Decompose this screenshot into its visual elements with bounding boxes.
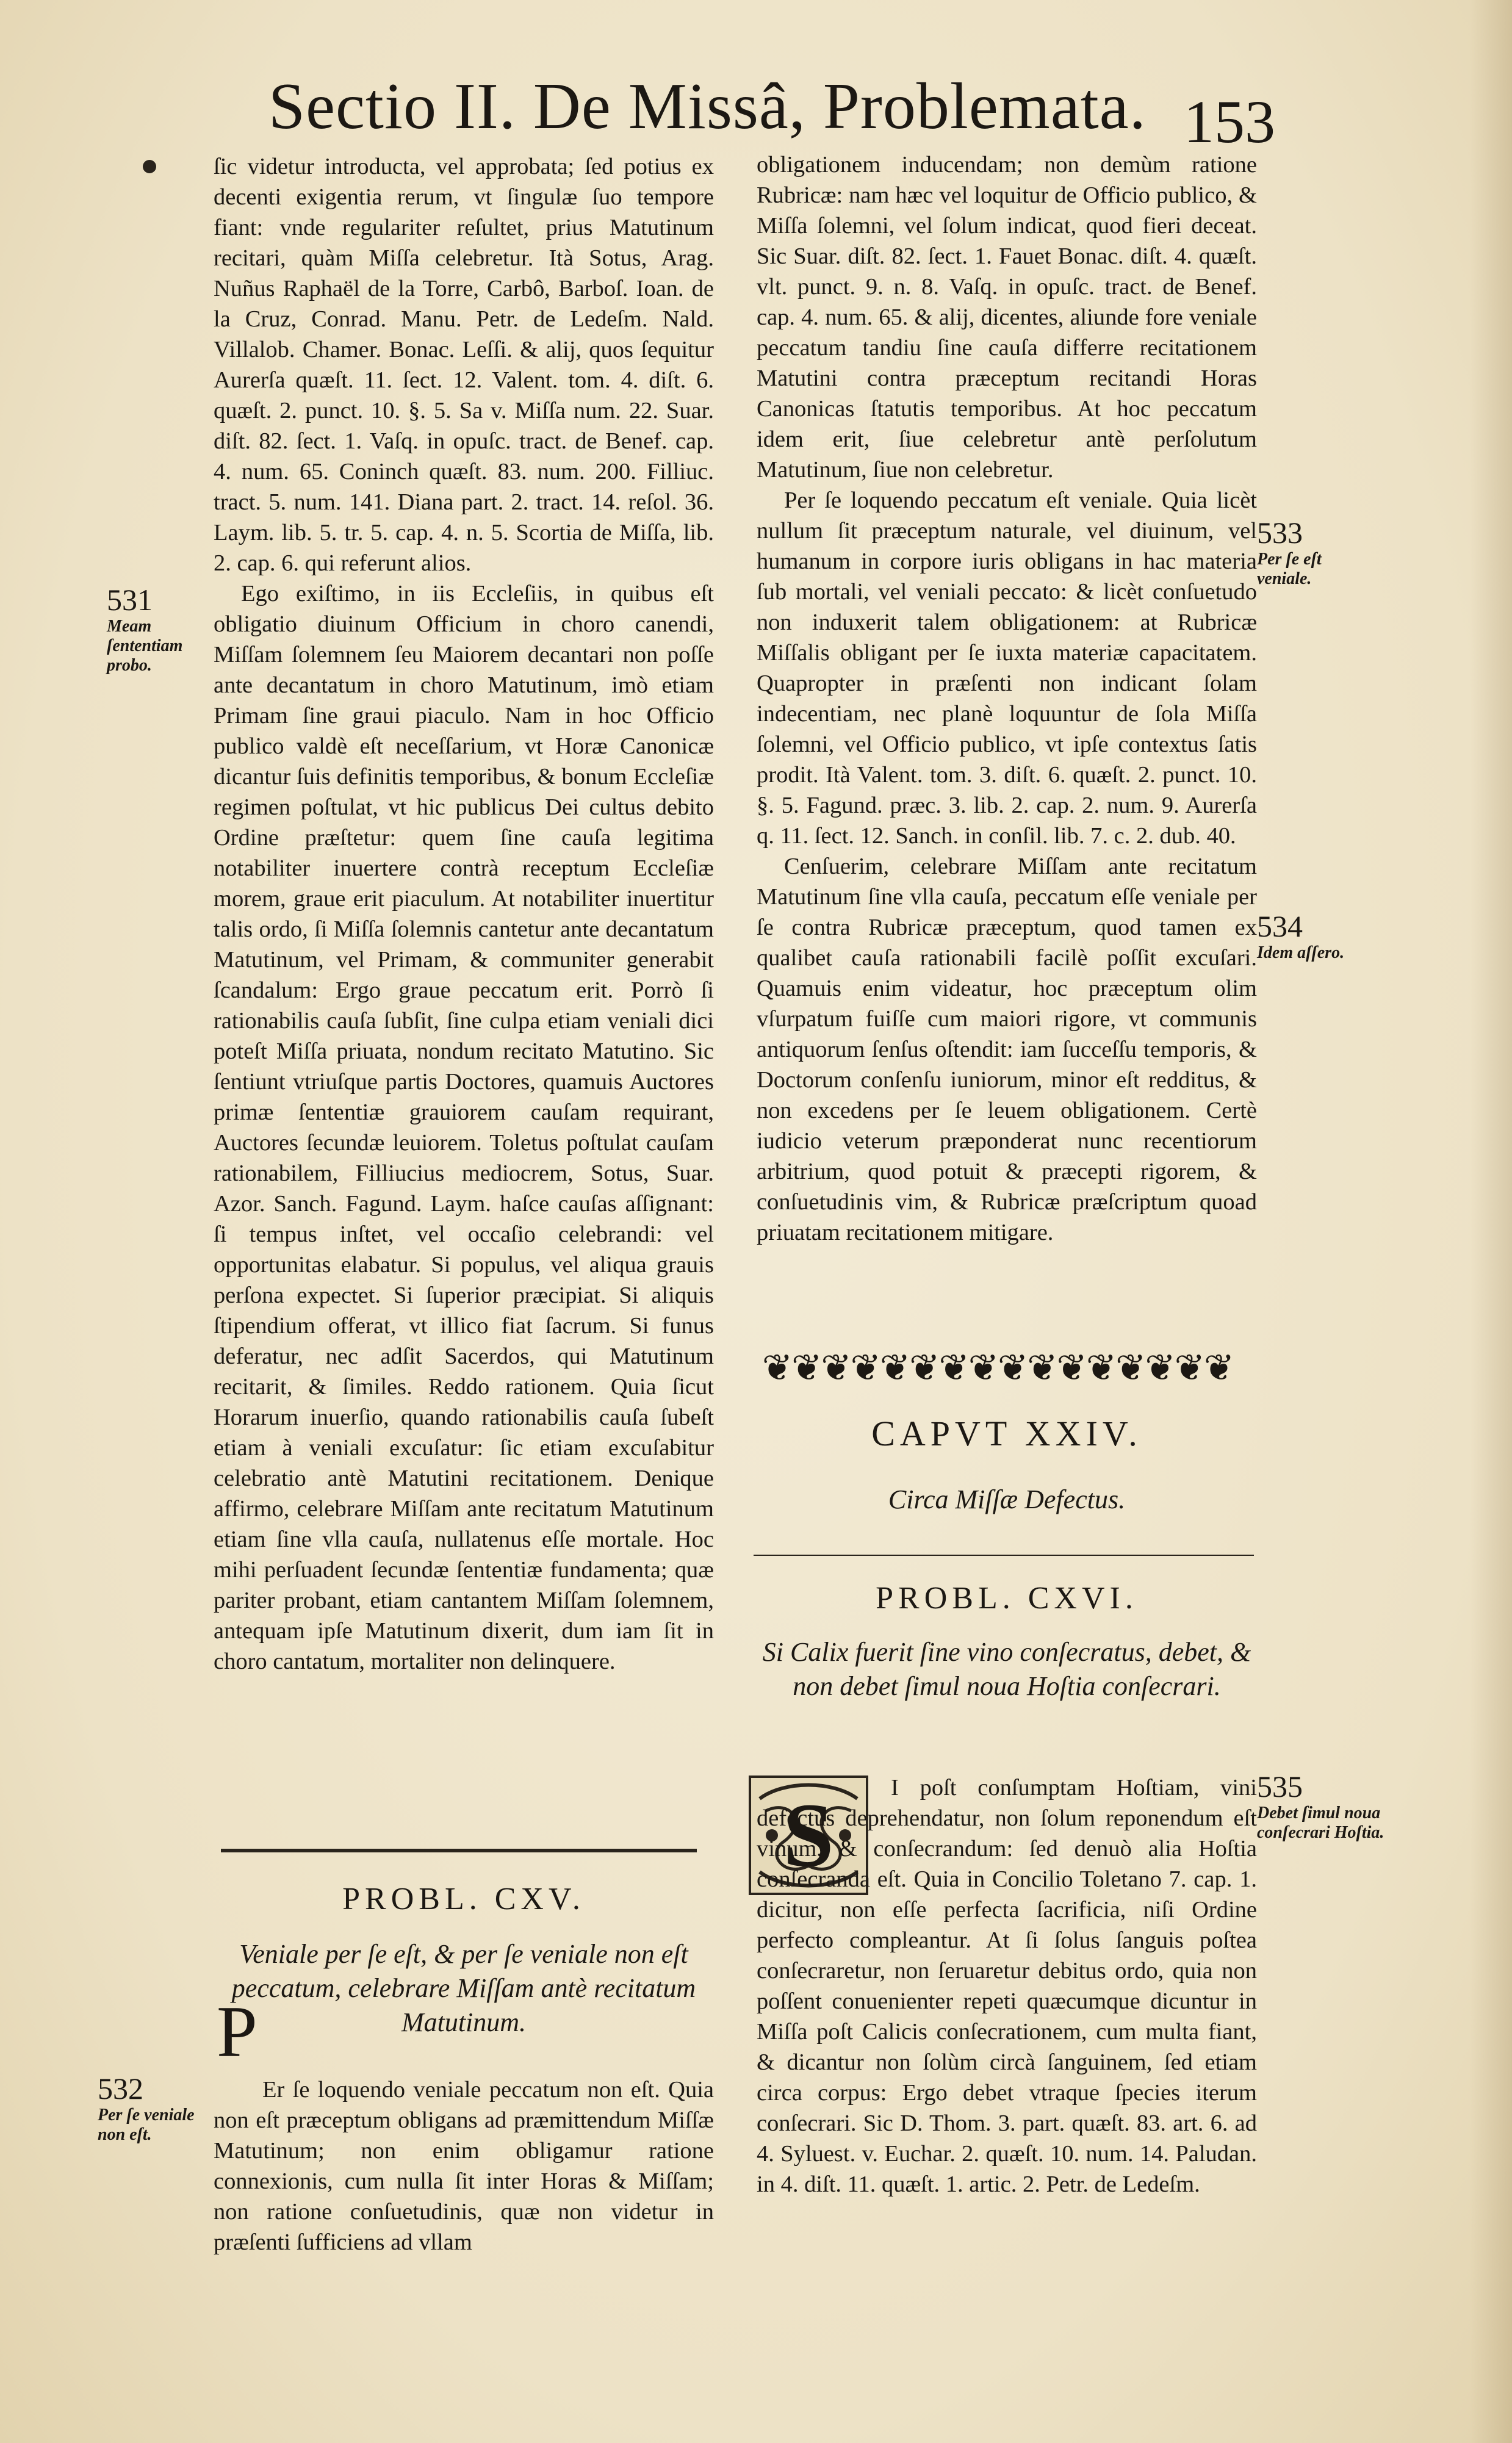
running-header: Sectio II. De Missâ, Problemata. [268,70,1147,143]
margin-note-number: 533 [1257,516,1303,550]
margin-note-535 [1257,1769,1385,1843]
right-column-text [757,149,1257,1248]
margin-note-text: Meam ſententiam probo. [107,617,183,675]
margin-note-number: 534 [1257,909,1303,943]
chapter-24-heading: CAPVT XXIV. [871,1414,1142,1453]
section-divider [221,1849,697,1852]
problem-116-text: I poſt conſumptam Hoſtiam, vini defectus deprehendatur, non ſolum reponendum eſt vinum, & conſecrandum: ſed denuò alia Hoſtia conſecranda eſt. Quia in Concilio Toletano 7. cap. 1. dicitur, non eſſe perfecta ſacrificia, niſi Ordine perfecto compleantur. At ſi ſolus ſanguis poſtea conſecraretur, non ſeruaretur debitus ordo, quia non poſſent conuenienter repeti quæcumque dicuntur in Miſſa poſt Calicis conſecrationem, cum multa fiant, & dicantur non ſolùm circà ſanguinem, ſed etiam circa corpus: Ergo debet vtraque ſpecies iterum conſecrari. Sic D. Thom. 3. part. quæſt. 83. art. 6. ad 4. Syluest. v. Euchar. 2. quæſt. 10. num. 14. Paludan. in 4. diſt. 11. quæſt. 1. artic. 2. Petr. de Ledeſm. [757,1775,1257,2197]
page-number: 153 [1184,88,1275,156]
margin-note-number: 535 [1257,1769,1303,1804]
margin-note-text: Idem aſſero. [1257,943,1345,962]
problem-115-subtitle: Veniale per ſe eſt, & per ſe veniale non eſt peccatum, celebrare Miſſam antè recitatum Matutinum. [231,1939,696,2037]
drop-cap-letter: S [783,1785,834,1886]
problem-116-subtitle: Si Calix fuerit ſine vino conſecratus, debet, & non debet ſimul noua Hoſtia conſecrari. [762,1637,1251,1701]
problem-115-heading: PROBL. CXV. [342,1882,585,1916]
problem-115-text: Er ſe loquendo veniale peccatum non eſt. Quia non eſt præceptum obligans ad præmittendum Miſſæ Matutinum; non enim obligamur ratione connexionis, cum nulla ſit inter Horas & Miſſam; non ratione conſuetudinis, quæ non videtur in præſenti ſufficiens ad vllam [214,2077,714,2255]
margin-note-text: Per ſe veniale non eſt. [98,2106,195,2144]
problem-115-text-block [214,2074,714,2258]
margin-note-531 [107,583,211,675]
right-paragraph-1: obligationem inducendam; non demùm ratione Rubricæ: nam hæc vel loquitur de Officio publico, & Miſſa ſolemni, vel ſolum indicat, quod fieri deceat. Sic Suar. diſt. 82. ſect. 1. Fauet Bonac. diſt. 4. quæſt. vlt. punct. 9. n. 8. Vaſq. in opuſc. tract. de Benef. cap. 4. num. 65. & alij, dicentes, aliunde fore veniale peccatum tandiu ſine cauſa differre recitationem Matutini contra præceptum recitandi Horas Canonicas ſtatutis temporibus. At hoc peccatum idem erit, ſiue celebretur antè perſolutum Matutinum, ſiue non celebretur. [757,152,1257,483]
margin-note-532 [98,2071,211,2145]
ink-dot-mark [143,160,156,173]
margin-note-text: Per ſe eſt veniale. [1257,550,1322,588]
chapter-divider [754,1555,1254,1556]
left-paragraph-1: ſic videtur introducta, vel approbata; ſed potius ex decenti exigentia rerum, vt ſingulæ ſuo tempore fiant: vnde regulariter reſultet, prius Matutinum recitari, quàm Miſſa celebretur. Ità Sotus, Arag. Nuñus Raphaël de la Torre, Carbô, Barboſ. Ioan. de la Cruz, Conrad. Manu. Petr. de Ledeſm. Nald. Villalob. Chamer. Bonac. Leſſi. & alij, quos ſequitur Aurerſa quæſt. 11. ſect. 12. Valent. tom. 4. diſt. 6. quæſt. 2. punct. 10. §. 5. Sa v. Miſſa num. 22. Suar. diſt. 82. ſect. 1. Vaſq. in opuſc. tract. de Benef. cap. 4. num. 65. Coninch quæſt. 83. num. 200. Filliuc. tract. 5. num. 141. Diana part. 2. tract. 14. reſol. 36. Laym. lib. 5. tr. 5. cap. 4. n. 5. Scortia de Miſſa, lib. 2. cap. 6. qui referunt alios. [214,154,714,576]
margin-note-534 [1257,909,1379,963]
problem-116-heading: PROBL. CXVI. [876,1581,1138,1616]
right-paragraph-3: Cenſuerim, celebrare Miſſam ante recitatum Matutinum ſine vlla cauſa, peccatum eſſe veniale per ſe contra Rubricæ præceptum, quod tamen ex qualibet cauſa rationabili facilè poſſit excuſari. Quamuis enim videatur, hoc præceptum olim vſurpatum fuiſſe cum maiori rigore, vt communis antiquorum ſenſus oſtendit: iam ſucceſſu temporis, & Doctorum conſenſu iuniorum, minor eſt redditus, & non excedens per ſe leuem obligationem. Certè iudicio veterum præponderat nunc recentiorum arbitrium, quod potuit & præcepti rigorem, & conſuetudinis vim, & Rubricæ præſcriptum quoad priuatam recitationem mitigare. [757,854,1257,1245]
problem-116-text-block [757,1772,1257,2200]
drop-cap-p: P [217,1991,257,2072]
page-edge-shadow [1469,0,1512,2443]
margin-note-533 [1257,516,1379,589]
left-paragraph-2: Ego exiſtimo, in iis Eccleſiis, in quibus eſt obligatio diuinum Officium in choro canendi, Miſſam ſolemnem ſeu Maiorem decantari non poſſe ante decantatum in choro Matutinum, imò etiam Primam ſine graui piaculo. Nam in hoc Officio publico valdè eſt neceſſarium, vt Horæ Canonicæ dicantur ſuis definitis temporibus, & bonum Eccleſiæ regimen poſtulat, vt hic publicus Dei cultus debito Ordine præſtetur: quem ſine cauſa legitima notabiliter inuertere contrà receptum Eccleſiæ morem, graue erit piaculum. At notabiliter inuertitur talis ordo, ſi Miſſa ſolemnis cantetur ante decantatum Matutinum, vel Primam, & communiter generabit ſcandalum: Ergo graue peccatum erit. Porrò ſi rationabilis cauſa ſubſit, ſine culpa etiam veniali dici poteſt Miſſa priuata, nondum recitato Matutino. Sic ſentiunt vtriuſque partis Doctores, quamuis Auctores primæ ſententiæ grauiorem cauſam requirant, Auctores ſecundæ leuiorem. Toletus poſtulat cauſam rationabilem, Filliucius mediocrem, Sotus, Suar. Azor. Sanch. Fagund. Laym. haſce cauſas aſſignant: ſi tempus inſtet, vel occaſio celebrandi: vel opportunitas elabatur. Si populus, vel aliqua grauis perſona expectet. Si ſuperior præcipiat. Si aliquis ſtipendium offerat, vt illico fiat ſacrum. Si funus deferatur, nec adſit Sacerdos, qui Matutinum recitarit, & ſimiles. Reddo rationem. Quia ſicut Horarum inuerſio, quando rationabilis cauſa ſubeſt etiam à veniali excuſatur: ſic etiam excuſabitur celebratio antè Matutini recitationem. Denique affirmo, celebrare Miſſam ante recitatum Matutinum etiam ſine vlla cauſa, nullatenus eſſe mortale. Hoc mihi perſuadent ſecundæ ſententiæ fundamenta; quæ pariter probant, etiam cantantem Miſſam ſolemnem, antequam ipſe Matutinum dixerit, dum iam ſit in choro cantatum, mortaliter non delinquere. [214,581,714,1674]
margin-note-number: 531 [107,583,153,617]
left-column-text [214,151,714,1677]
decorative-ornament-band: ❦❦❦❦❦❦❦❦❦❦❦❦❦❦❦❦ [761,1350,1234,1386]
margin-note-number: 532 [98,2071,143,2106]
chapter-24-subtitle: Circa Miſſæ Defectus. [888,1484,1126,1514]
right-paragraph-2: Per ſe loquendo peccatum eſt veniale. Quia licèt nullum ſit præceptum naturale, vel diuinum, vel humanum in corpore iuris obligans in hac materia ſub mortali, vel veniali peccato: & licèt conſuetudo non induxerit talem obligationem: at Rubricæ Miſſalis obligant per ſe iuxta materiæ capacitatem. Quapropter in præſenti non indicant ſolam indecentiam, nec planè loquuntur de ſola Miſſa ſolemni, vel Officio publico, vt ipſe contextus ſatis prodit. Ità Valent. tom. 3. diſt. 6. quæſt. 2. punct. 10. §. 5. Fagund. præc. 3. lib. 2. cap. 2. num. 9. Aurerſa q. 11. ſect. 12. Sanch. in conſil. lib. 7. c. 2. dub. 40. [757,488,1257,849]
margin-note-text: Debet ſimul noua conſecrari Hoſtia. [1257,1804,1384,1842]
